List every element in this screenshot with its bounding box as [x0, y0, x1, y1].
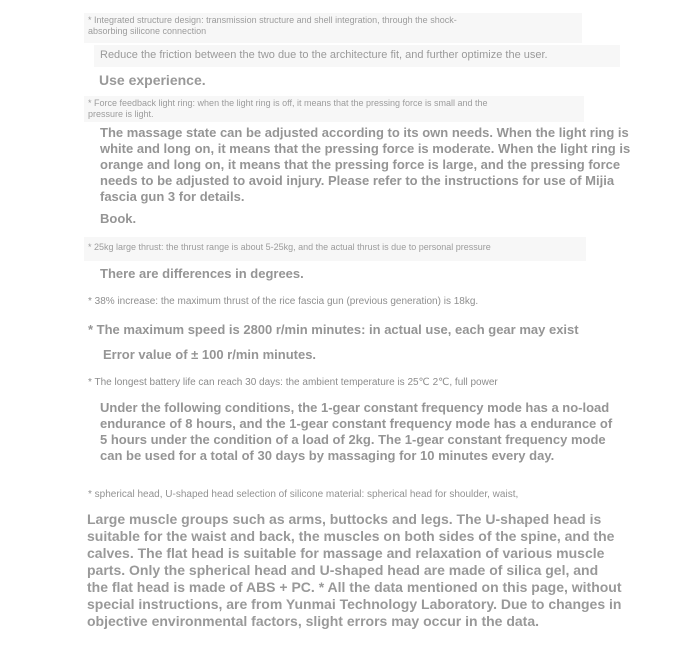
note-battery-body: Under the following conditions, the 1-gear constant frequency mode has a no-load endurance of 8 hours, and the 1-gear constant frequency mode has a endurance of 5 hours under the condition of a load of 2kg. The 1-gear constant frequency mode can be used for a total of 30 days by massaging for 10 minutes every day. [100, 400, 613, 463]
note-light-ring-tail: Book. [100, 211, 137, 226]
note-heads: * spherical head, U-shaped head selection of silicone material: spherical head for shoulder, waist, [88, 489, 519, 500]
note-structure-tail: Use experience. [99, 72, 206, 88]
note-thrust-tail: There are differences in degrees. [100, 266, 304, 281]
note-light-ring [84, 96, 584, 122]
note-thrust: * 25kg large thrust: the thrust range is about 5-25kg, and the actual thrust is due to personal pressure [84, 237, 586, 261]
note-structure-line2: absorbing silicone connection [88, 26, 207, 36]
note-structure-body: Reduce the friction between the two due to the architecture fit, and further optimize the user. [94, 45, 620, 67]
note-max-speed-tail: Error value of ± 100 r/min minutes. [103, 347, 317, 362]
note-battery: * The longest battery life can reach 30 days: the ambient temperature is 25℃ 2℃, full power [88, 377, 498, 388]
note-light-ring-body: The massage state can be adjusted according to its own needs. When the light ring is white and long on, it means that the pressing force is moderate. When the light ring is orange and long on, it means that the pressing force is large, and the pressing force needs to be adjusted to avoid injury. Please refer to the instructions for use of Mijia fascia gun 3 for details. [100, 125, 631, 204]
note-heads-body: Large muscle groups such as arms, buttocks and legs. The U-shaped head is suitable for the waist and back, the muscles on both sides of the spine, and the calves. The flat head is suitable for massage and relaxation of various muscle parts. Only the spherical head and U-shaped head are made of silica gel, and the flat head is made of ABS + PC. * All the data mentioned on this page, without special instructions, are from Yunmai Technology Laboratory. Due to changes in objective environmental factors, slight errors may occur in the data. [87, 511, 622, 629]
note-light-ring-line1: * Force feedback light ring: when the light ring is off, it means that the pressing force is small and the [88, 98, 488, 108]
note-structure-design [84, 13, 582, 43]
note-increase: * 38% increase: the maximum thrust of the rice fascia gun (previous generation) is 18kg. [88, 296, 479, 307]
note-light-ring-line2: pressure is light. [88, 109, 154, 119]
note-max-speed: * The maximum speed is 2800 r/min minutes: in actual use, each gear may exist [88, 322, 579, 337]
note-structure-line1: * Integrated structure design: transmission structure and shell integration, through the shock- [88, 15, 457, 25]
